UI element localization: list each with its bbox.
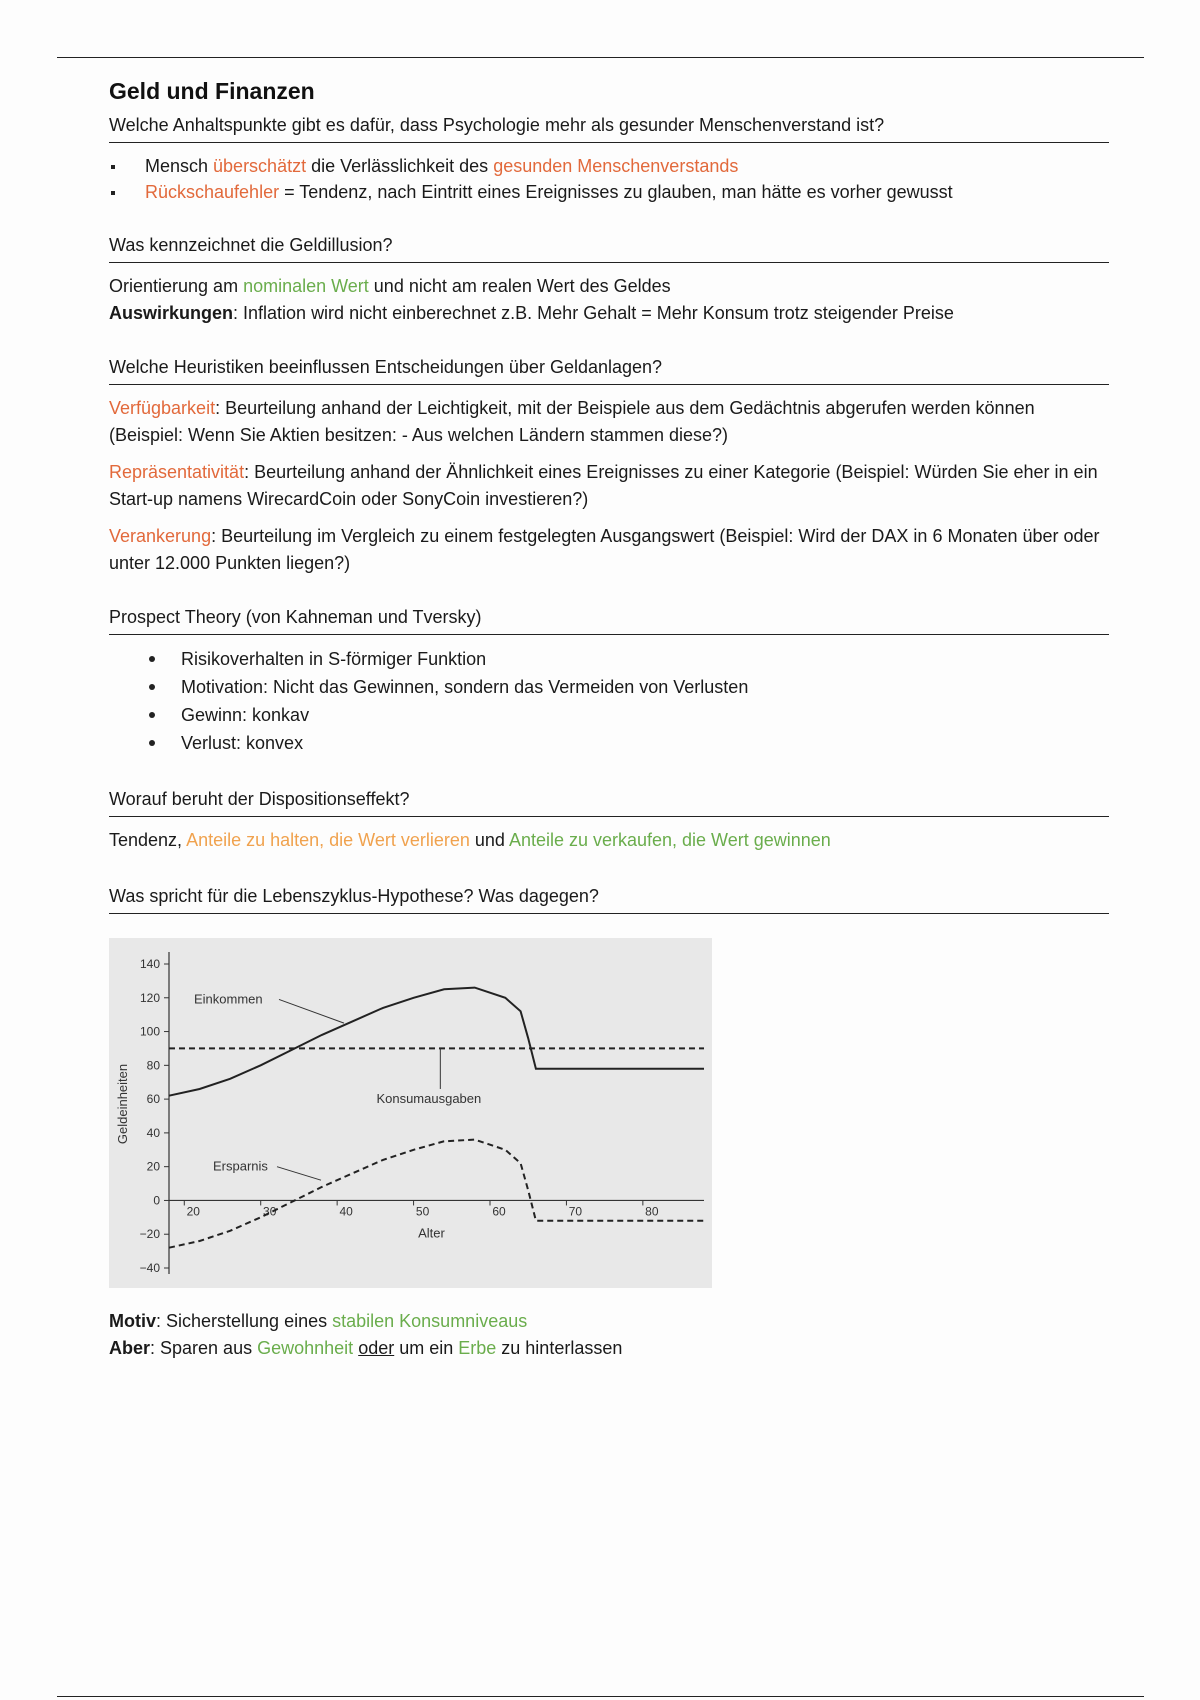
para-verankerung (109, 523, 1109, 577)
list-item: Motivation: Nicht das Gewinnen, sondern das Vermeiden von Verlusten (145, 673, 1109, 701)
y-tick-label: −40 (139, 1261, 160, 1275)
line-orientierung (109, 273, 1109, 300)
list-item (109, 179, 1109, 205)
text-segment: zu hinterlassen (496, 1338, 623, 1358)
text-segment: : Inflation wird nicht einberechnet z.B. Mehr Gehalt = Mehr Konsum trotz steigender Preise (233, 303, 954, 323)
line-motiv (109, 1308, 1109, 1335)
annotation-leader (279, 999, 344, 1023)
text-segment: : Beurteilung anhand der Ähnlichkeit eines Ereignisses zu einer Kategorie (Beispiel: Würden Sie eher in ein Start-up namens WirecardCoin oder SonyCoin investieren?) (109, 462, 1098, 509)
question-heuristiken: Welche Heuristiken beeinflussen Entscheidungen über Geldanlagen? (109, 357, 1109, 385)
x-axis-label: Alter (418, 1225, 445, 1241)
highlight-gewohnheit: Gewohnheit (257, 1338, 354, 1358)
list-psychologie (109, 153, 1109, 205)
y-tick-label: 60 (146, 1092, 160, 1107)
text-segment: : Sparen aus (150, 1338, 258, 1358)
highlight-verankerung: Verankerung (109, 526, 212, 546)
y-tick-label: 100 (139, 1024, 160, 1039)
text-segment: : Sicherstellung eines (156, 1311, 333, 1331)
annotation-ersparnis: Ersparnis (213, 1158, 268, 1174)
question-lebenszyklus: Was spricht für die Lebenszyklus-Hypothese? Was dagegen? (109, 886, 1109, 914)
question-dispositionseffekt: Worauf beruht der Dispositionseffekt? (109, 789, 1109, 817)
highlight-repraesentativitaet: Repräsentativität (109, 462, 245, 482)
underlined-oder: oder (358, 1338, 395, 1358)
x-tick-label: 80 (645, 1204, 659, 1219)
label-motiv: Motiv (109, 1311, 156, 1331)
x-tick-label: 70 (568, 1204, 583, 1219)
highlight-menschenverstand: gesunden Menschenverstands (493, 156, 739, 176)
text-segment: und (469, 830, 509, 850)
highlight-rueckschaufehler: Rückschaufehler (145, 182, 280, 202)
list-item (109, 153, 1109, 179)
list-item: Verlust: konvex (145, 729, 1109, 757)
text-segment: = Tendenz, nach Eintritt eines Ereignisses zu glauben, man hätte es vorher gewusst (279, 182, 953, 202)
y-tick-label: 0 (153, 1193, 160, 1208)
highlight-ueberschaetzt: überschätzt (213, 156, 307, 176)
para-verfuegbarkeit (109, 395, 1109, 449)
answer-dispositionseffekt (109, 827, 1109, 854)
highlight-verfuegbarkeit: Verfügbarkeit (109, 398, 216, 418)
line-aber (109, 1335, 1109, 1362)
x-tick-label: 20 (186, 1204, 200, 1219)
lifecycle-chart (109, 938, 712, 1288)
y-tick-label: 20 (146, 1159, 160, 1174)
lifecycle-chart-svg (109, 938, 712, 1288)
page-title: Geld und Finanzen (109, 78, 315, 104)
y-tick-label: 40 (146, 1125, 160, 1140)
answer-lebenszyklus (109, 1308, 1109, 1362)
annotation-konsumausgaben: Konsumausgaben (376, 1091, 482, 1107)
highlight-anteile-halten: Anteile zu halten, die Wert verlieren (186, 830, 470, 850)
text-segment: Mensch (145, 156, 214, 176)
text-segment: Tendenz, (109, 830, 187, 850)
text-segment: : Beurteilung anhand der Leichtigkeit, mit der Beispiele aus dem Gedächtnis abgerufen werden können (Beispiel: Wenn Sie Aktien besitzen: - Aus welchen Ländern stammen diese?) (109, 398, 1035, 445)
text-segment: : Beurteilung im Vergleich zu einem festgelegten Ausgangswert (Beispiel: Wird der DAX in 6 Monaten über oder unter 12.000 Punkten liegen?) (109, 526, 1100, 573)
list-prospect-theory (109, 645, 1109, 757)
line-auswirkungen (109, 300, 1109, 327)
para-repraesentativitaet (109, 459, 1109, 513)
highlight-erbe: Erbe (458, 1338, 497, 1358)
y-axis-label: Geldeinheiten (115, 1063, 130, 1145)
label-aber: Aber (109, 1338, 151, 1358)
text-segment: die Verlässlichkeit des (306, 156, 494, 176)
y-tick-label: 80 (146, 1058, 160, 1073)
highlight-nominaler-wert: nominalen Wert (243, 276, 369, 296)
y-tick-label: 120 (139, 990, 160, 1005)
list-item: Gewinn: konkav (145, 701, 1109, 729)
list-item: Risikoverhalten in S-förmiger Funktion (145, 645, 1109, 673)
highlight-konsumniveau: stabilen Konsumniveaus (332, 1311, 528, 1331)
text-segment: Orientierung am (109, 276, 244, 296)
label-auswirkungen: Auswirkungen (109, 303, 234, 323)
question-psychologie: Welche Anhaltspunkte gibt es dafür, dass Psychologie mehr als gesunder Menschenverstand ist? (109, 115, 1109, 143)
question-prospect-theory: Prospect Theory (von Kahneman und Tversky) (109, 607, 1109, 635)
x-tick-label: 40 (339, 1204, 353, 1219)
x-tick-label: 30 (263, 1204, 277, 1219)
x-tick-label: 60 (492, 1204, 506, 1219)
y-tick-label: 140 (139, 957, 160, 971)
text-segment: um ein (394, 1338, 459, 1358)
document-page (109, 78, 1109, 1362)
top-rule (57, 57, 1144, 58)
bottom-rule (57, 1696, 1144, 1697)
answer-geldillusion (109, 273, 1109, 327)
x-tick-label: 50 (415, 1204, 430, 1219)
text-segment: und nicht am realen Wert des Geldes (368, 276, 671, 296)
annotation-einkommen: Einkommen (194, 991, 263, 1007)
annotation-leader (277, 1167, 321, 1181)
y-tick-label: −20 (139, 1227, 160, 1242)
highlight-anteile-verkaufen: Anteile zu verkaufen, die Wert gewinnen (508, 830, 831, 850)
question-geldillusion: Was kennzeichnet die Geldillusion? (109, 235, 1109, 263)
